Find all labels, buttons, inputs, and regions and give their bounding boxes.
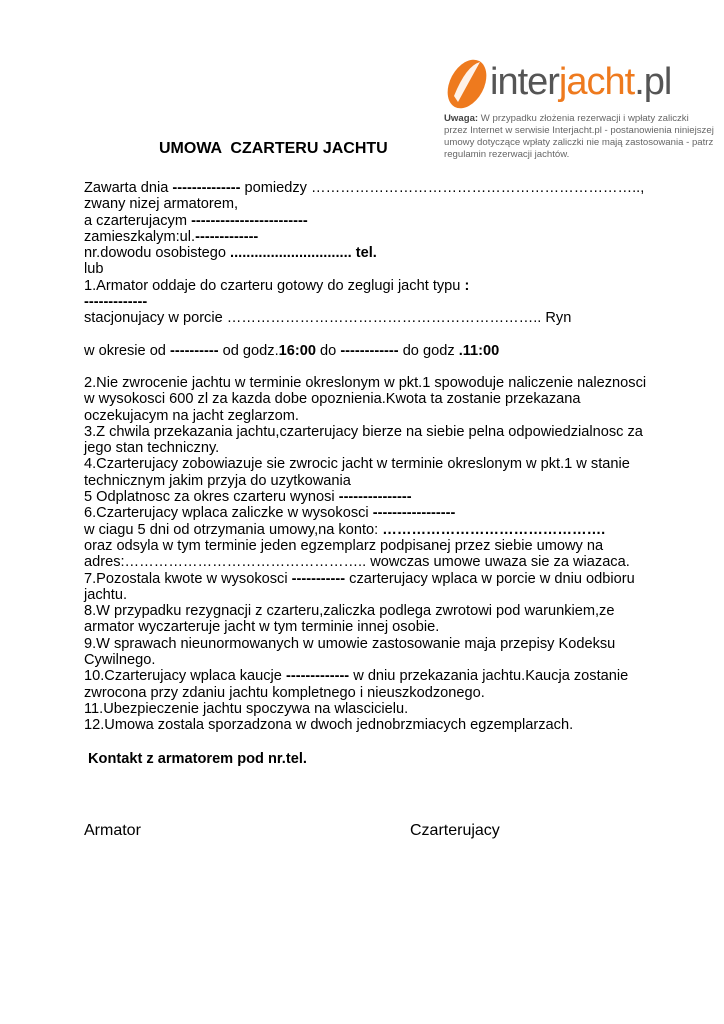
- point-8-line-2: armator wyczarteruje jacht w tym terminie innej osobie.: [84, 619, 440, 636]
- point-7-line-2: jachtu.: [84, 586, 127, 603]
- point-11-line: 11.Ubezpieczenie jachtu spoczywa na wlascicielu.: [84, 700, 409, 717]
- point-5-line: [84, 489, 644, 505]
- point-10-line-1: [84, 668, 644, 684]
- okres-blank-1: ----------: [169, 342, 219, 359]
- point-12-line: 12.Umowa zostala sporzadzona w dwoch jednobrzmiacych egzemplarzach.: [84, 717, 574, 734]
- document-title: UMOWA CZARTERU JACHTU: [159, 140, 388, 157]
- zawarta-text: Zawarta dnia: [84, 180, 173, 196]
- p6a-blank: -----------------: [372, 505, 456, 522]
- signature-armator: Armator: [84, 822, 141, 839]
- okres-hour-2: .11:00: [458, 342, 500, 359]
- point-3-line-2: jego stan techniczny.: [84, 440, 220, 457]
- zawarta-line: [84, 180, 644, 196]
- point-10-line-2: zwrocona przy zdaniu jachtu kompletnego i nieuszkodzonego.: [84, 684, 485, 701]
- tel-label: tel.: [351, 245, 377, 262]
- p6b-blank: ……………………………………….: [382, 521, 606, 538]
- notice-label: Uwaga:: [444, 113, 479, 124]
- p1-blank: -------------: [84, 294, 148, 311]
- date-blank: --------------: [172, 180, 241, 196]
- kontakt-line: Kontakt z armatorem pod nr.tel.: [88, 751, 307, 767]
- okres-mid-2: do: [315, 342, 341, 359]
- point-4-line-2: technicznym jakim przyja do uzytkowania: [84, 472, 351, 489]
- dowod-blank: ..............................: [230, 245, 352, 262]
- lub-line: lub: [84, 261, 104, 278]
- p6b-text: w ciagu 5 dni od otrzymania umowy,na konto:: [84, 521, 383, 538]
- logo-jacht: jacht: [558, 61, 635, 103]
- p7a-text: 7.Pozostala kwote w wysokosci: [84, 570, 292, 587]
- contract-body: [84, 180, 647, 734]
- logo-inter: inter: [490, 61, 559, 103]
- logo-wordmark: [490, 60, 671, 104]
- okres-mid-1: od godz.: [218, 342, 279, 359]
- p7a-tail: czarterujacy wplaca w porcie w dniu odbioru: [345, 570, 635, 587]
- point-9-line-2: Cywilnego.: [84, 652, 156, 669]
- point-6-line-1: [84, 505, 644, 521]
- p5-text: 5 Odplatnosc za okres czarteru wynosi: [84, 489, 339, 506]
- point-8-line-1: 8.W przypadku rezygnacji z czarteru,zaliczka podlega zwrotowi pod warunkiem,ze: [84, 603, 615, 620]
- okres-line: [84, 343, 644, 359]
- point-6-line-4: adres:………………………………………….. wowczas umowe uwaza sie za wiazaca.: [84, 554, 630, 571]
- p1-text: 1.Armator oddaje do czarteru gotowy do zeglugi jacht typu: [84, 277, 465, 294]
- notice: [444, 113, 714, 161]
- notice-text: W przypadku złożenia rezerwacji i wpłaty zaliczki przez Internet w serwisie Interjacht.pl - postanowienia niniejszej umowy dotyczące wpłaty zaliczki nie mają zastosowania - patrz regulamin rezerwacji jachtów.: [444, 113, 714, 160]
- p5-blank: ---------------: [338, 489, 412, 506]
- spacer: [84, 327, 644, 343]
- p1-colon: :: [464, 277, 470, 294]
- dowod-line: [84, 245, 644, 261]
- p7a-blank: -----------: [291, 570, 346, 587]
- point-6-line-3: oraz odsyla w tym terminie jeden egzemplarz podpisanej przez siebie umowy na: [84, 537, 604, 554]
- czarterujacy-line: [84, 213, 644, 229]
- point-1-blank-line: [84, 294, 644, 310]
- zam-text: zamieszkalym:ul.: [84, 228, 196, 245]
- zamieszkaly-line: [84, 229, 644, 245]
- zam-blank: -------------: [195, 228, 259, 245]
- p10a-tail: w dniu przekazania jachtu.Kaucja zostanie: [349, 668, 629, 685]
- sail-logo-icon: [444, 56, 490, 116]
- point-9-line-1: 9.W sprawach nieunormowanych w umowie zastosowanie maja przepisy Kodeksu: [84, 635, 616, 652]
- p10a-blank: -------------: [285, 668, 350, 685]
- dowod-text: nr.dowodu osobistego: [84, 245, 231, 262]
- point-7-line-1: [84, 571, 644, 587]
- point-2-line-3: oczekujacym na jacht zeglarzom.: [84, 407, 299, 424]
- okres-blank-2: ------------: [340, 342, 399, 359]
- pomiedzy-text: pomiedzy …………………………………………………………..,: [240, 180, 645, 196]
- p10a-text: 10.Czarterujacy wplaca kaucje: [84, 668, 286, 685]
- point-2-line-2: w wysokosci 600 zl za kazda dobe opoznienia.Kwota ta zostanie przekazana: [84, 391, 581, 408]
- okres-text: w okresie od: [84, 342, 170, 359]
- point-6-line-2: [84, 522, 644, 538]
- czart-blank: ------------------------: [191, 212, 308, 229]
- okres-mid-3: do godz: [398, 342, 459, 359]
- p6a-text: 6.Czarterujacy wplaca zaliczke w wysokosci: [84, 505, 373, 522]
- point-3-line-1: 3.Z chwila przekazania jachtu,czarterujacy bierze na siebie pelna odpowiedzialnosc za: [84, 423, 643, 440]
- zwany-line: zwany nizej armatorem,: [84, 196, 239, 213]
- logo-pl: .pl: [634, 61, 672, 103]
- point-4-line-1: 4.Czarterujacy zobowiazuje sie zwrocic jacht w terminie okreslonym w pkt.1 w stanie: [84, 456, 630, 473]
- point-2-line-1: 2.Nie zwrocenie jachtu w terminie okreslonym w pkt.1 spowoduje naliczenie naleznosci: [84, 374, 647, 391]
- signature-czarterujacy: Czarterujacy: [410, 822, 500, 839]
- czart-text: a czarterujacym: [84, 212, 192, 229]
- stacjonujacy-line: stacjonujacy w porcie ……………………………………………………….. Ryn: [84, 310, 572, 327]
- interjacht-logo: [444, 56, 684, 116]
- spacer: [84, 359, 644, 375]
- point-1-line: [84, 278, 644, 294]
- okres-hour-1: 16:00: [278, 342, 316, 359]
